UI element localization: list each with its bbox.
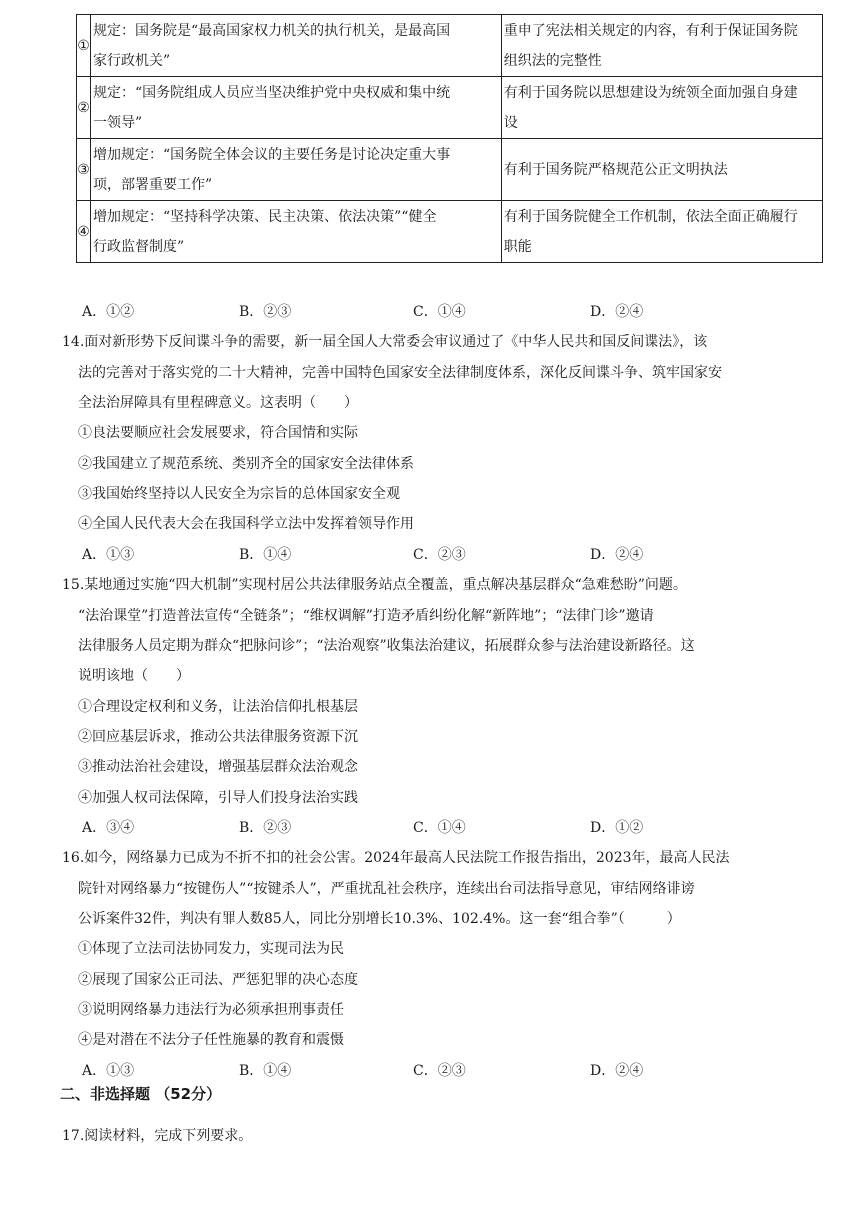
table-cell-significance (501, 201, 822, 263)
q16-option-b[interactable]: B．①④ (239, 1063, 292, 1079)
q16-stem-line: 院针对网络暴力“按键伤人”“按键杀人”，严重扰乱社会秩序，连续出台司法指导意见，审结网络诽谤 (78, 881, 695, 897)
table-row (77, 201, 823, 263)
q15-stem-line: 法律服务人员定期为群众“把脉问诊”；“法治观察”收集法治建议，拓展群众参与法治建设新路径。这 (78, 638, 695, 654)
q13-option-d[interactable]: D．②④ (590, 304, 644, 320)
q14-item: ②我国建立了规范系统、类别齐全的国家安全法律体系 (78, 456, 414, 472)
row-number: ④ (77, 201, 91, 263)
q14-item: ④全国人民代表大会在我国科学立法中发挥着领导作用 (78, 516, 414, 532)
table-cell-provision (90, 15, 501, 77)
q15-item: ①合理设定权利和义务，让法治信仰扎根基层 (78, 699, 358, 715)
cell-line: 有利于国务院健全工作机制，依法全面正确履行 (503, 208, 798, 225)
q17-stem: 17.阅读材料，完成下列要求。 (62, 1128, 253, 1144)
row-number: ① (77, 15, 91, 77)
q14-stem-line: 14.面对新形势下反间谍斗争的需要，新一届全国人大常委会审议通过了《中华人民共和国反间谍法》，该 (62, 334, 708, 350)
q15-stem-line: “法治课堂”打造普法宣传“全链条”；“维权调解”打造矛盾纠纷化解“新阵地”；“法律门诊”邀请 (78, 608, 654, 624)
cell-line: 项，部署重要工作” (92, 176, 213, 193)
cell-line: 重申了宪法相关规定的内容，有利于保证国务院 (503, 22, 798, 39)
cell-line: 家行政机关” (92, 52, 171, 69)
table-row (77, 15, 823, 77)
q16-stem-line: 16.如今，网络暴力已成为不折不扣的社会公害。2024年最高人民法院工作报告指出，2023年，最高人民法 (62, 850, 730, 866)
q16-option-c[interactable]: C．②③ (413, 1063, 466, 1079)
q16-item: ①体现了立法司法协同发力，实现司法为民 (78, 941, 344, 957)
table-cell-provision (90, 139, 501, 201)
q15-item: ②回应基层诉求，推动公共法律服务资源下沉 (78, 729, 358, 745)
q15-stem-line: 15.某地通过实施“四大机制”实现村居公共法律服务站点全覆盖，重点解决基层群众“急难愁盼”问题。 (62, 577, 687, 593)
cell-line: 规定：国务院是“最高国家权力机关的执行机关，是最高国 (92, 22, 451, 39)
q15-option-b[interactable]: B．②③ (239, 820, 292, 836)
row-number: ② (77, 77, 91, 139)
table-cell-significance (501, 139, 822, 201)
cell-line: 有利于国务院以思想建设为统领全面加强自身建 (503, 84, 798, 101)
section-heading: 二、非选择题 （52分） (60, 1085, 222, 1103)
cell-line: 行政监督制度” (92, 238, 185, 255)
q13-option-c[interactable]: C．①④ (413, 304, 466, 320)
q15-option-a[interactable]: A．③④ (82, 820, 135, 836)
q16-item: ②展现了国家公正司法、严惩犯罪的决心态度 (78, 972, 358, 988)
table-cell-provision (90, 77, 501, 139)
cell-line: 职能 (503, 238, 532, 255)
q13-option-b[interactable]: B．②③ (239, 304, 292, 320)
cell-line: 组织法的完整性 (503, 52, 602, 69)
q13-table (76, 14, 823, 263)
cell-line: 一领导” (92, 114, 143, 131)
q13-option-a[interactable]: A．①② (82, 304, 135, 320)
q15-option-d[interactable]: D．①② (590, 820, 644, 836)
cell-line: 设 (503, 114, 518, 131)
q16-option-a[interactable]: A．①③ (82, 1063, 135, 1079)
q15-stem-line: 说明该地（ ） (78, 668, 190, 684)
q14-item: ③我国始终坚持以人民安全为宗旨的总体国家安全观 (78, 486, 400, 502)
table-cell-significance (501, 15, 822, 77)
q16-option-d[interactable]: D．②④ (590, 1063, 644, 1079)
cell-line: 规定：“国务院组成人员应当坚决维护党中央权威和集中统 (92, 84, 451, 101)
row-number: ③ (77, 139, 91, 201)
q14-option-d[interactable]: D．②④ (590, 547, 644, 563)
table-row (77, 139, 823, 201)
q16-stem-line: 公诉案件32件，判决有罪人数85人，同比分别增长10.3%、102.4%。这一套“组合拳”（ ） (78, 911, 681, 927)
q14-option-c[interactable]: C．②③ (413, 547, 466, 563)
q14-option-b[interactable]: B．①④ (239, 547, 292, 563)
cell-line: 有利于国务院严格规范公正文明执法 (503, 161, 728, 178)
cell-line: 增加规定：“坚持科学决策、民主决策、依法决策”“健全 (92, 208, 437, 225)
q16-item: ③说明网络暴力违法行为必须承担刑事责任 (78, 1002, 344, 1018)
cell-line: 增加规定：“国务院全体会议的主要任务是讨论决定重大事 (92, 146, 451, 163)
table-cell-provision (90, 201, 501, 263)
q14-stem-line: 全法治屏障具有里程碑意义。这表明（ ） (78, 395, 358, 411)
q14-option-a[interactable]: A．①③ (82, 547, 135, 563)
q15-option-c[interactable]: C．①④ (413, 820, 466, 836)
q14-item: ①良法要顺应社会发展要求，符合国情和实际 (78, 425, 358, 441)
q15-item: ③推动法治社会建设，增强基层群众法治观念 (78, 759, 358, 775)
q14-stem-line: 法的完善对于落实党的二十大精神，完善中国特色国家安全法律制度体系，深化反间谍斗争、筑牢国家安 (78, 365, 722, 381)
table-cell-significance (501, 77, 822, 139)
q16-item: ④是对潜在不法分子任性施暴的教育和震慑 (78, 1032, 344, 1048)
table-row (77, 77, 823, 139)
q15-item: ④加强人权司法保障，引导人们投身法治实践 (78, 790, 358, 806)
